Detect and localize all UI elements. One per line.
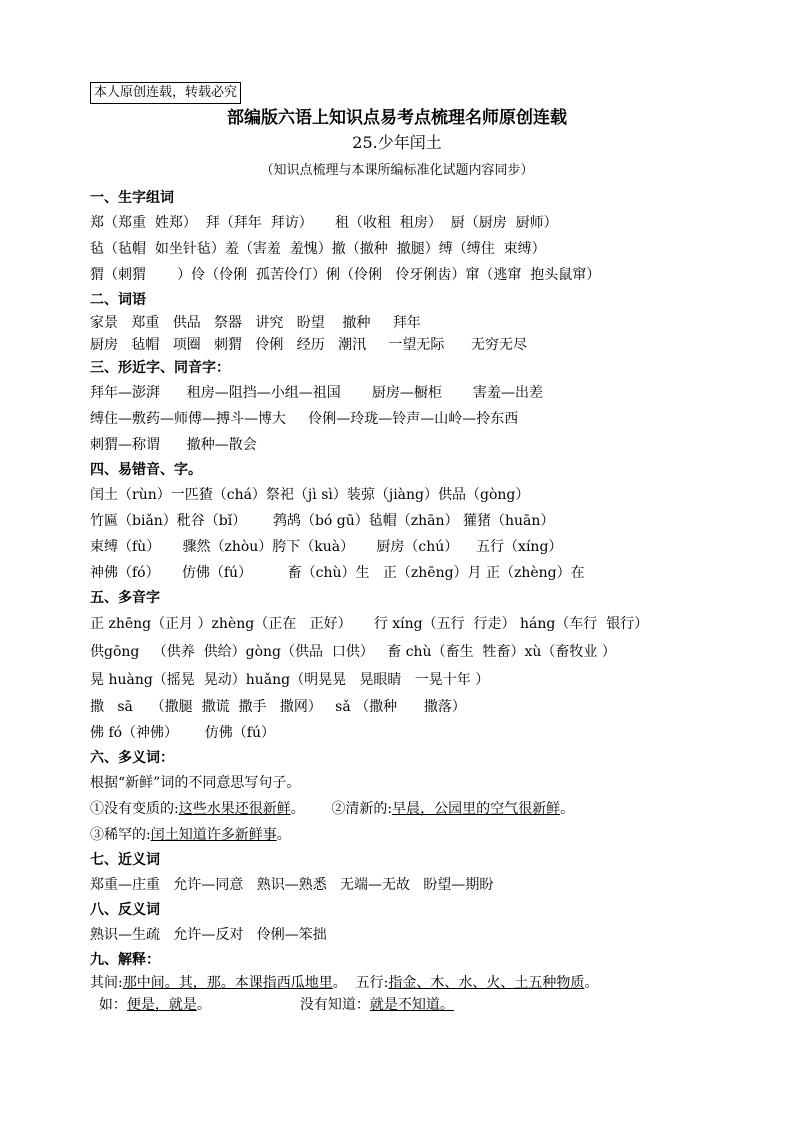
underlined-answer: 那中间。其，那。本课指西瓜地里 [122, 975, 333, 991]
punctuation: 。 [276, 827, 291, 843]
term-label: 。 五行: [332, 975, 389, 991]
section-heading-polysemy: 六、多义词： [90, 750, 174, 766]
section-heading-pronunciation: 四、易错音、字。 [90, 462, 202, 478]
text-line [90, 796, 780, 822]
section-heading-polyphones: 五、多音字 [90, 590, 160, 606]
text-line: 刺猬—称谓 撤种—散会 [90, 437, 257, 453]
text-line: 猬（刺猬 ）伶（伶俐 孤苦伶仃）俐（伶俐 伶牙俐齿）窜（逃窜 抱头鼠窜） [90, 267, 601, 283]
text-line: 根据“新鲜”词的不同意思写句子。 [90, 775, 301, 791]
section-heading-antonyms: 八、反义词 [90, 902, 160, 918]
section-heading-characters: 一、生字组词 [90, 190, 174, 206]
section-heading-synonyms: 七、近义词 [90, 852, 160, 868]
text-line: 撒 sā （撒腿 撒谎 撒手 撒网） sǎ （撒种 撒落） [90, 699, 466, 715]
copyright-notice: 本人原创连载，转载必究 [90, 82, 241, 104]
text-line: 闰土（rùn）一匹猹（chá）祭祀（jì sì）装弶（jiàng）供品（gòng） [90, 487, 530, 503]
underlined-answer: 闰土知道许多新鲜事 [150, 827, 277, 843]
document-subtitle: （知识点梳理与本课所编标准化试题内容同步） [260, 163, 534, 178]
text-line: 拜年—澎湃 租房—阻挡—小组—祖国 厨房—橱柜 害羞—出差 [90, 385, 544, 401]
text-line: 郑（郑重 姓郑） 拜（拜年 拜访） 租（收租 租房） 厨（厨房 厨师） [90, 215, 558, 231]
text-line [90, 994, 780, 1016]
document-title: 部编版六语上知识点易考点梳理名师原创连载 [227, 108, 567, 128]
text-line: 神佛（fó） 仿佛（fú） 畜（chù）生 正（zhēng）月 正（zhèng）在 [90, 565, 585, 581]
underlined-answer: 指金、木、水、火、土五种物质 [388, 975, 585, 991]
text-line: 熟识—生疏 允许—反对 伶俐—笨拙 [90, 927, 327, 943]
item-label: ①没有变质的: [90, 801, 179, 817]
term-label: 其间: [90, 975, 123, 991]
punctuation: 。 [290, 801, 332, 817]
section-heading-similar-chars: 三、形近字、同音字： [90, 360, 230, 376]
text-line: 家景 郑重 供品 祭器 讲究 盼望 撤种 拜年 [90, 315, 421, 331]
underlined-answer: 早晨，公园里的空气很新鲜 [392, 801, 561, 817]
term-label: 如： [90, 997, 127, 1013]
section-heading-words: 二、词语 [90, 292, 146, 308]
punctuation: 。 [560, 801, 575, 817]
text-line: 晃 huàng（摇晃 晃动）huǎng（明晃晃 晃眼睛 一晃十年 ） [90, 672, 490, 688]
underlined-answer: 就是不知道。 [369, 997, 454, 1013]
punctuation: 。 [584, 975, 599, 991]
text-line: 竹匾（biǎn）秕谷（bǐ） 鹁鸪（bó gū）毡帽（zhān） 獾猪（huān） [90, 513, 555, 529]
lesson-title: 25.少年闰土 [352, 133, 442, 152]
item-label: ③稀罕的: [90, 827, 151, 843]
text-line [90, 822, 780, 848]
text-line: 束缚（fù） 骤然（zhòu）胯下（kuà） 厨房（chú） 五行（xíng） [90, 539, 563, 555]
text-line: 缚住—敷药—师傅—搏斗—博大 伶俐—玲珑—铃声—山岭—拎东西 [90, 411, 519, 427]
underlined-answer: 这些水果还很新鲜 [178, 801, 291, 817]
document-body [90, 186, 780, 1016]
term-label: 。 没有知道： [196, 997, 370, 1013]
text-line: 佛 fó（神佛） 仿佛（fú） [90, 725, 275, 741]
text-line: 厨房 毡帽 项圈 刺猬 伶俐 经历 潮汛 一望无际 无穷无尽 [90, 337, 528, 353]
section-heading-explanations: 九、解释： [90, 952, 160, 968]
text-line: 供gōng （供养 供给）gòng（供品 口供） 畜 chù（畜生 牲畜）xù（畜牧业 ） [90, 644, 616, 660]
text-line: 郑重—庄重 允许—同意 熟识—熟悉 无端—无故 盼望—期盼 [90, 877, 494, 893]
underlined-answer: 便是，就是 [126, 997, 197, 1013]
text-line: 正 zhēng（正月 ）zhèng（正在 正好） 行 xíng（五行 行走） háng（车行 银行） [90, 616, 649, 632]
text-line [90, 972, 780, 994]
text-line: 毡（毡帽 如坐针毡）羞（害羞 羞愧）撤（撤种 撤腿）缚（缚住 束缚） [90, 241, 546, 257]
item-label: ②清新的: [331, 801, 393, 817]
